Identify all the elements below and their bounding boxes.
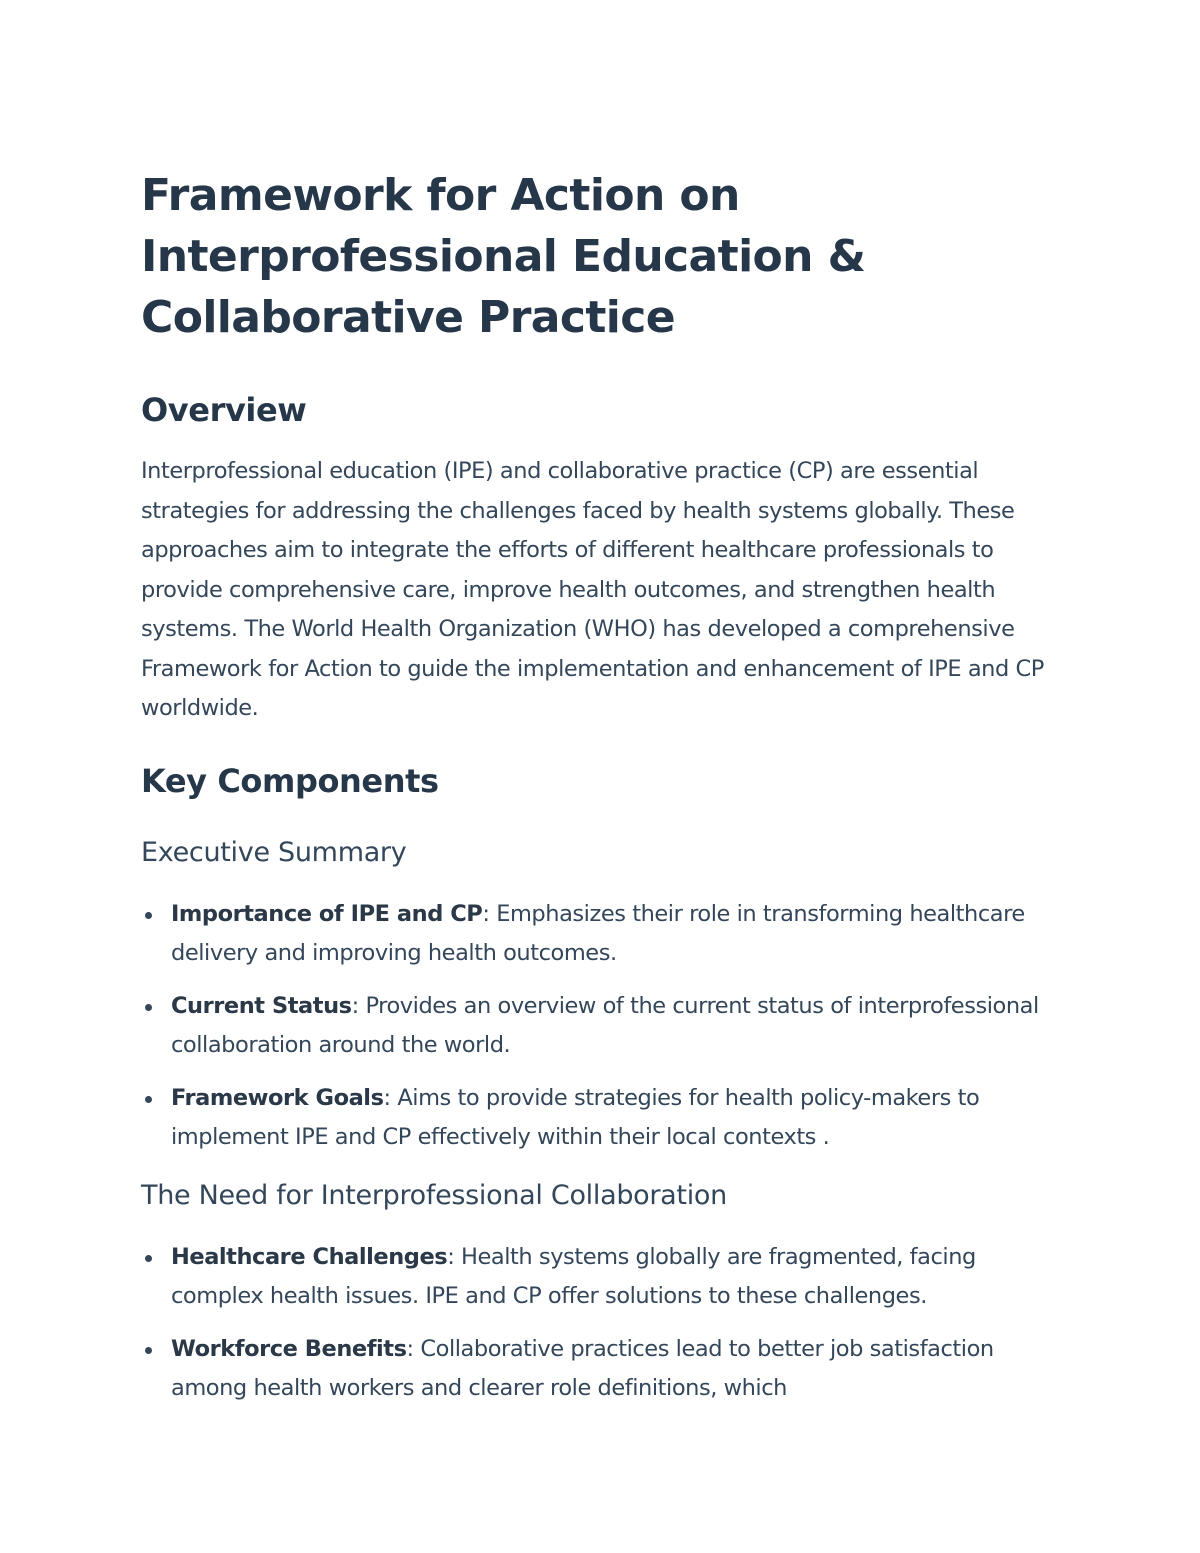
bullet-text: : Emphasizes their role in transforming healthcare delivery and improving health outcomes.: [171, 900, 1025, 966]
executive-summary-heading: Executive Summary: [141, 836, 407, 868]
bullet-text: : Aims to provide strategies for health policy-makers to implement IPE and CP effectively within their local contexts .: [171, 1084, 980, 1150]
list-item: [141, 987, 1061, 1066]
document-page: [141, 165, 1061, 1422]
bullet-text: : Provides an overview of the current status of interprofessional collaboration around the world.: [171, 992, 1039, 1058]
need-for-collaboration-list: [141, 1238, 1061, 1409]
bullet-term: Current Status: [171, 992, 352, 1019]
bullet-icon: [145, 1004, 152, 1011]
document-title: Framework for Action on Interprofessional Education & Collaborative Practice: [141, 170, 866, 343]
list-item: [141, 895, 1061, 974]
bullet-term: Workforce Benefits: [171, 1335, 407, 1362]
need-for-collaboration-heading: The Need for Interprofessional Collaboration: [141, 1179, 727, 1211]
list-item: [141, 1238, 1061, 1317]
bullet-term: Importance of IPE and CP: [171, 900, 483, 927]
bullet-term: Healthcare Challenges: [171, 1243, 448, 1270]
list-item: [141, 1079, 1061, 1158]
bullet-icon: [145, 1096, 152, 1103]
list-item: [141, 1330, 1061, 1409]
executive-summary-list: [141, 895, 1061, 1158]
bullet-text: : Collaborative practices lead to better job satisfaction among health workers and clearer role definitions, which: [171, 1335, 994, 1401]
overview-paragraph: Interprofessional education (IPE) and collaborative practice (CP) are essential strategies for addressing the challenges faced by health systems globally. These approaches aim to integrate the efforts of different healthcare professionals to provide comprehensive care, improve health outcomes, and strengthen health systems. The World Health Organization (WHO) has developed a comprehensive Framework for Action to guide the implementation and enhancement of IPE and CP worldwide.: [141, 458, 1044, 721]
bullet-icon: [145, 1255, 152, 1262]
bullet-icon: [145, 912, 152, 919]
key-components-heading: Key Components: [141, 761, 439, 800]
bullet-text: : Health systems globally are fragmented, facing complex health issues. IPE and CP offer solutions to these challenges.: [171, 1243, 976, 1309]
overview-heading: Overview: [141, 391, 307, 429]
bullet-term: Framework Goals: [171, 1084, 384, 1111]
bullet-icon: [145, 1347, 152, 1354]
